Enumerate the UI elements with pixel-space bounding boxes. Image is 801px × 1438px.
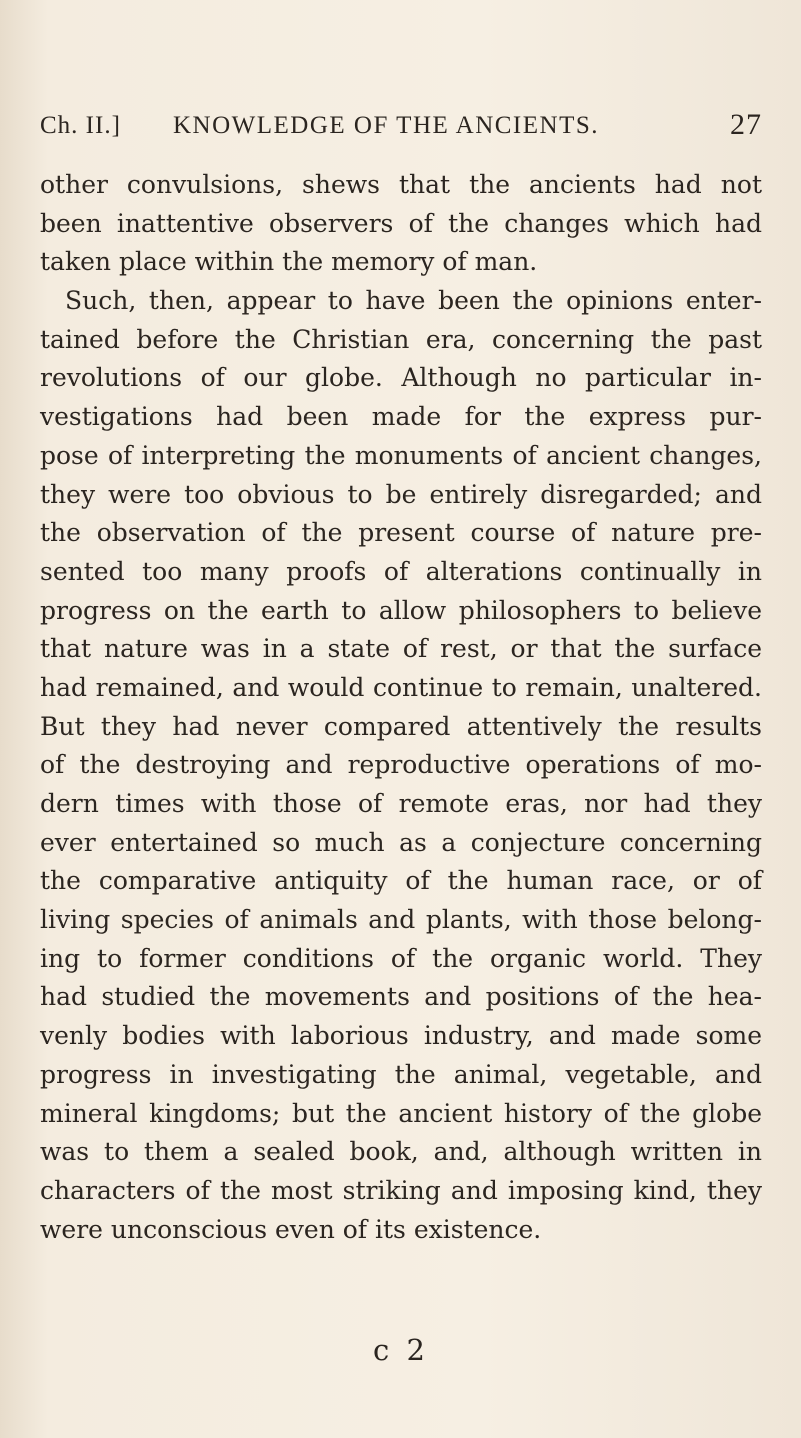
text-line: progress in investigating the animal, vegetable, and bbox=[40, 1059, 762, 1089]
text-line: taken place within the memory of man. bbox=[40, 247, 538, 277]
text-line: been inattentive observers of the changes which had bbox=[40, 208, 762, 238]
text-line: revolutions of our globe. Although no particular in- bbox=[40, 363, 762, 393]
body-text bbox=[40, 166, 762, 1249]
text-line: ever entertained so much as a conjecture concerning bbox=[40, 827, 762, 857]
text-line: the observation of the present course of nature pre- bbox=[40, 518, 762, 548]
text-line: they were too obvious to be entirely disregarded; and bbox=[40, 479, 762, 509]
text-line: tained before the Christian era, concerning the past bbox=[40, 324, 762, 354]
text-line: dern times with those of remote eras, nor had they bbox=[40, 789, 762, 818]
text-line: But they had never compared attentively the results bbox=[40, 711, 762, 741]
text-line: ing to former conditions of the organic world. They bbox=[40, 943, 762, 973]
text-line: of the destroying and reproductive operations of mo- bbox=[40, 750, 762, 780]
text-line: the comparative antiquity of the human race, or of bbox=[40, 866, 762, 896]
text-line: had studied the movements and positions of the hea- bbox=[40, 982, 762, 1012]
text-line: Such, then, appear to have been the opinions enter- bbox=[65, 286, 762, 316]
chapter-reference: Ch. II.] bbox=[40, 112, 121, 139]
text-line: other convulsions, shews that the ancients had not bbox=[40, 170, 762, 199]
text-line: vestigations had been made for the express pur- bbox=[40, 402, 762, 432]
text-line: that nature was in a state of rest, or that the surface bbox=[40, 634, 762, 664]
text-line: progress on the earth to allow philosophers to believe bbox=[40, 595, 762, 625]
text-line: sented too many proofs of alterations continually in bbox=[40, 556, 762, 586]
text-line: mineral kingdoms; but the ancient history of the globe bbox=[40, 1098, 762, 1128]
text-line: living species of animals and plants, with those belong- bbox=[40, 905, 762, 935]
text-line: venly bodies with laborious industry, and made some bbox=[40, 1021, 762, 1051]
text-line: were unconscious even of its existence. bbox=[40, 1214, 542, 1244]
page-number: 27 bbox=[730, 108, 762, 141]
text-line: had remained, and would continue to remain, unaltered. bbox=[40, 672, 762, 702]
text-line: characters of the most striking and imposing kind, they bbox=[40, 1175, 762, 1205]
running-head bbox=[40, 108, 762, 146]
signature-mark: c 2 bbox=[373, 1333, 429, 1367]
running-title: KNOWLEDGE OF THE ANCIENTS. bbox=[173, 112, 600, 139]
text-line: was to them a sealed book, and, although written in bbox=[40, 1137, 762, 1167]
text-line: pose of interpreting the monuments of ancient changes, bbox=[40, 440, 762, 470]
